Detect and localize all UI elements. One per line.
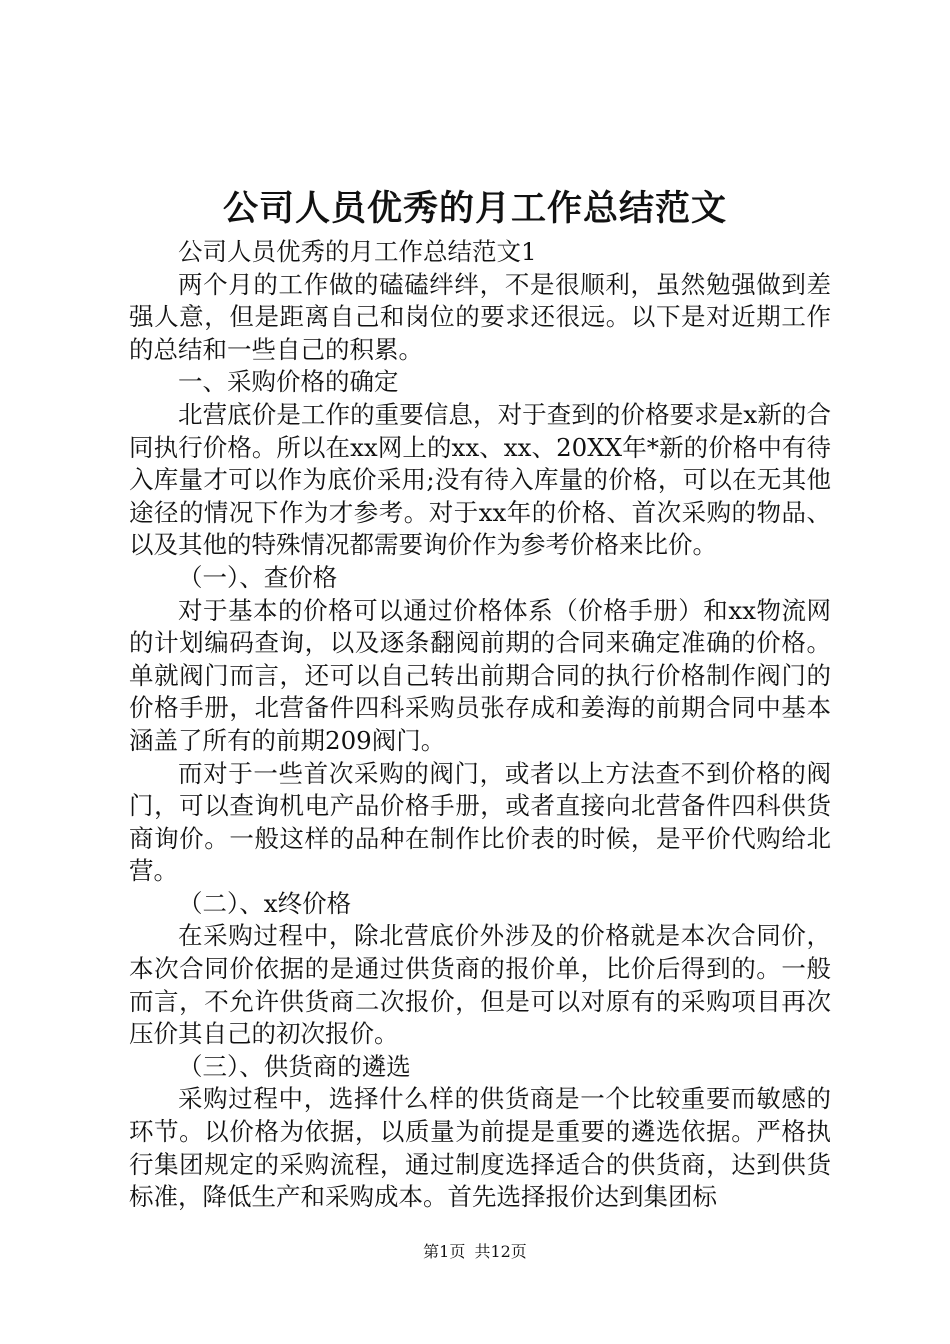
paragraph-supplier-selection: 采购过程中，选择什么样的供货商是一个比较重要而敏感的环节。以价格为依据，以质量为前提是重要的遴选依据。严格执行集团规定的采购流程，通过制度选择适合的供货商，达到供货标准，降低生产和采购成本。首先选择报价达到集团标 [129,1084,831,1212]
subsection-heading-3: （三）、供货商的遴选 [178,1051,411,1081]
page-number-footer: 第1页 共12页 [423,1242,527,1261]
paragraph-intro: 两个月的工作做的磕磕绊绊，不是很顺利，虽然勉强做到差强人意，但是距离自己和岗位的要求还很远。以下是对近期工作的总结和一些自己的积累。 [129,269,831,364]
paragraph-price-lookup: 对于基本的价格可以通过价格体系（价格手册）和xx物流网的计划编码查询，以及逐条翻阅前期的合同来确定准确的价格。单就阀门而言，还可以自己转出前期合同的执行价格制作阀门的价格手册，北营备件四科采购员张存成和姜海的前期合同中基本涵盖了所有的前期209阀门。 [129,595,831,755]
document-title: 公司人员优秀的月工作总结范文 [222,188,727,229]
section-heading-1: 一、采购价格的确定 [178,367,399,397]
subsection-heading-2: （二）、x终价格 [178,888,352,918]
paragraph-first-purchase: 而对于一些首次采购的阀门，或者以上方法查不到价格的阀门，可以查询机电产品价格手册，或者直接向北营备件四科供货商询价。一般这样的品种在制作比价表的时候，是平价代购给北营。 [129,758,831,886]
paragraph-subtitle: 公司人员优秀的月工作总结范文1 [178,237,537,266]
paragraph-final-price: 在采购过程中，除北营底价外涉及的价格就是本次合同价，本次合同价依据的是通过供货商的报价单，比价后得到的。一般而言，不允许供货商二次报价，但是可以对原有的采购项目再次压价其自己的初次报价。 [129,921,831,1049]
paragraph-base-price: 北营底价是工作的重要信息，对于查到的价格要求是x新的合同执行价格。所以在xx网上的xx、xx、20XX年*新的价格中有待入库量才可以作为底价采用;没有待入库量的价格，可以在无其他途径的情况下作为才参考。对于xx年的价格、首次采购的物品、以及其他的特殊情况都需要询价作为参考价格来比价。 [129,399,831,560]
document-body [129,236,831,1214]
subsection-heading-1: （一）、查价格 [178,562,338,592]
